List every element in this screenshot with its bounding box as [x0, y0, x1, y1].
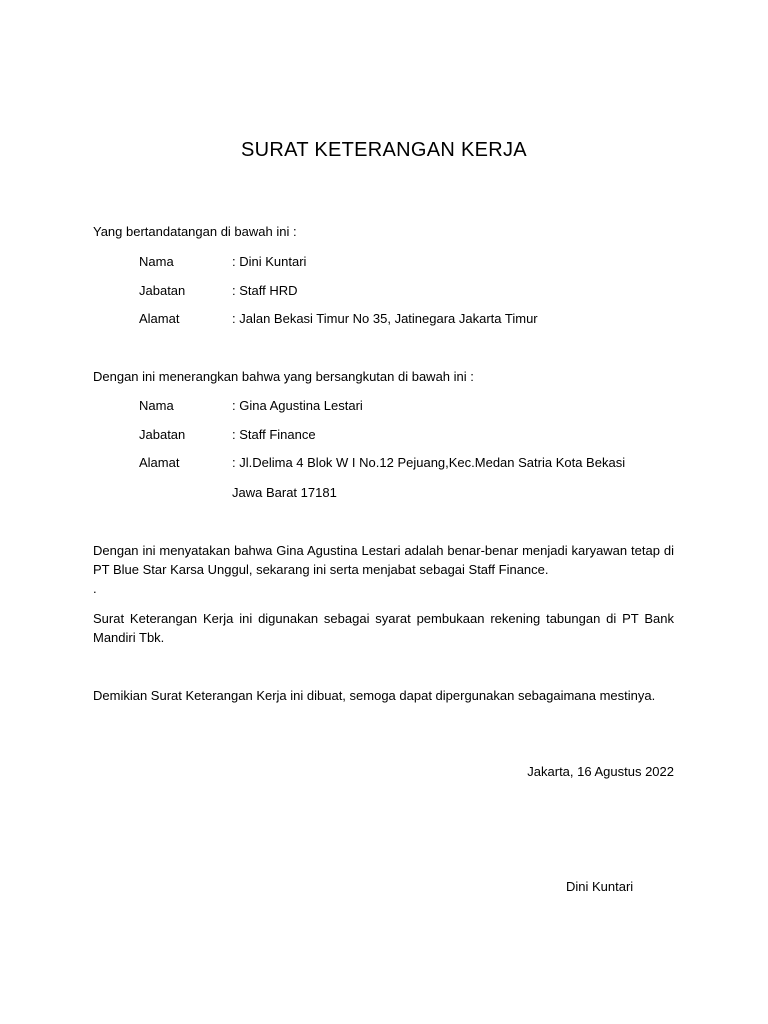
employee-jabatan-label: Jabatan	[139, 427, 186, 442]
employee-nama-label: Nama	[139, 398, 174, 413]
closing-paragraph: Demikian Surat Keterangan Kerja ini dibuat, semoga dapat dipergunakan sebagaimana mestinya.	[93, 688, 656, 703]
employee-alamat-value: : Jl.Delima 4 Blok W I No.12 Pejuang,Kec.Medan Satria Kota Bekasi	[232, 455, 626, 470]
statement-paragraph: Dengan ini menyatakan bahwa Gina Agustina Lestari adalah benar-benar menjadi karyawan tetap di PT Blue Star Karsa Unggul, sekarang ini serta menjabat sebagai Staff Finance.	[93, 543, 674, 577]
statement-dot: .	[93, 581, 97, 596]
intro-signer: Yang bertandatangan di bawah ini :	[93, 224, 297, 239]
intro-employee: Dengan ini menerangkan bahwa yang bersangkutan di bawah ini :	[93, 369, 474, 384]
signer-nama-value: : Dini Kuntari	[232, 254, 307, 269]
document-title: SURAT KETERANGAN KERJA	[241, 139, 527, 161]
signer-alamat-value: : Jalan Bekasi Timur No 35, Jatinegara Jakarta Timur	[232, 311, 538, 326]
signer-jabatan-value: : Staff HRD	[232, 283, 298, 298]
place-date: Jakarta, 16 Agustus 2022	[527, 764, 674, 779]
signer-jabatan-label: Jabatan	[139, 283, 186, 298]
employee-jabatan-value: : Staff Finance	[232, 427, 316, 442]
purpose-paragraph: Surat Keterangan Kerja ini digunakan sebagai syarat pembukaan rekening tabungan di PT Bank Mandiri Tbk.	[93, 611, 674, 645]
employee-nama-value: : Gina Agustina Lestari	[232, 398, 363, 413]
signature-name: Dini Kuntari	[566, 879, 634, 894]
employee-alamat-value-line2: Jawa Barat 17181	[232, 485, 337, 500]
employee-alamat-label: Alamat	[139, 455, 180, 470]
signer-nama-label: Nama	[139, 254, 174, 269]
signer-alamat-label: Alamat	[139, 311, 180, 326]
